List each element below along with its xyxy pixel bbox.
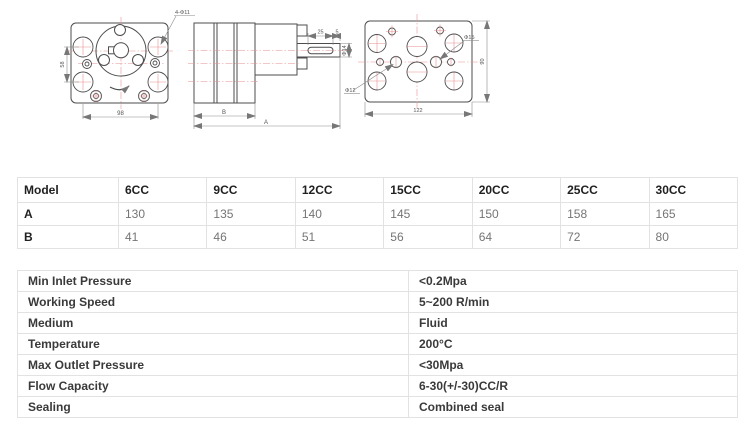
spec-value: Combined seal bbox=[409, 397, 738, 418]
dim-b: B bbox=[221, 110, 227, 116]
spec-label: Flow Capacity bbox=[18, 376, 409, 397]
table-cell: 150 bbox=[472, 203, 560, 226]
model-header-cell: 9CC bbox=[207, 178, 295, 203]
technical-drawing bbox=[0, 0, 750, 165]
spec-row bbox=[18, 355, 738, 376]
model-table bbox=[17, 177, 738, 249]
table-cell: 140 bbox=[295, 203, 383, 226]
table-row-a bbox=[18, 203, 738, 226]
table-cell: 51 bbox=[295, 226, 383, 249]
dim-key-end: 5 bbox=[335, 29, 339, 36]
table-cell: 130 bbox=[119, 203, 207, 226]
spec-value: <30Mpa bbox=[409, 355, 738, 376]
model-header-cell: Model bbox=[18, 178, 119, 203]
spec-label: Min Inlet Pressure bbox=[18, 271, 409, 292]
table-cell: 64 bbox=[472, 226, 560, 249]
model-header-cell: 20CC bbox=[472, 178, 560, 203]
model-table-header-row bbox=[18, 178, 738, 203]
pump-drawing-svg bbox=[0, 0, 750, 165]
spec-value: <0.2Mpa bbox=[409, 271, 738, 292]
spec-row bbox=[18, 376, 738, 397]
table-cell: 145 bbox=[384, 203, 472, 226]
row-label: A bbox=[18, 203, 119, 226]
spec-row bbox=[18, 292, 738, 313]
spec-row bbox=[18, 397, 738, 418]
model-header-cell: 6CC bbox=[119, 178, 207, 203]
model-header-cell: 15CC bbox=[384, 178, 472, 203]
spec-value: 200°C bbox=[409, 334, 738, 355]
table-cell: 46 bbox=[207, 226, 295, 249]
table-cell: 72 bbox=[561, 226, 649, 249]
spec-label: Max Outlet Pressure bbox=[18, 355, 409, 376]
spec-row bbox=[18, 334, 738, 355]
dim-rear-height: 90 bbox=[480, 58, 486, 65]
spec-label: Sealing bbox=[18, 397, 409, 418]
table-cell: 56 bbox=[384, 226, 472, 249]
rear-view bbox=[344, 14, 490, 117]
rotation-arrow-icon bbox=[110, 86, 129, 90]
spec-label: Medium bbox=[18, 313, 409, 334]
note-front-holes: 4-Φ11 bbox=[175, 10, 190, 16]
table-cell: 41 bbox=[119, 226, 207, 249]
model-header-cell: 12CC bbox=[295, 178, 383, 203]
dim-a: A bbox=[263, 120, 269, 126]
dim-front-width: 98 bbox=[117, 111, 124, 117]
table-cell: 80 bbox=[649, 226, 737, 249]
spec-label: Temperature bbox=[18, 334, 409, 355]
model-header-cell: 25CC bbox=[561, 178, 649, 203]
spec-label: Working Speed bbox=[18, 292, 409, 313]
spec-value: 5~200 R/min bbox=[409, 292, 738, 313]
table-cell: 135 bbox=[207, 203, 295, 226]
table-cell: 158 bbox=[561, 203, 649, 226]
dim-front-height: 58 bbox=[60, 61, 66, 68]
row-label: B bbox=[18, 226, 119, 249]
table-cell: 165 bbox=[649, 203, 737, 226]
dim-key-length: 25 bbox=[317, 29, 324, 36]
front-view bbox=[60, 10, 195, 119]
spec-value: Fluid bbox=[409, 313, 738, 334]
model-header-cell: 30CC bbox=[649, 178, 737, 203]
spec-table bbox=[17, 270, 738, 418]
note-rear-hole-left: Φ12 bbox=[345, 88, 356, 94]
side-view bbox=[188, 23, 352, 129]
spec-value: 6-30(+/-30)CC/R bbox=[409, 376, 738, 397]
dim-rear-width: 122 bbox=[413, 108, 423, 114]
dim-shaft-dia: Φ14 bbox=[342, 45, 348, 56]
table-row-b bbox=[18, 226, 738, 249]
spec-row bbox=[18, 313, 738, 334]
spec-row bbox=[18, 271, 738, 292]
note-rear-hole-right: Φ15 bbox=[464, 35, 475, 41]
